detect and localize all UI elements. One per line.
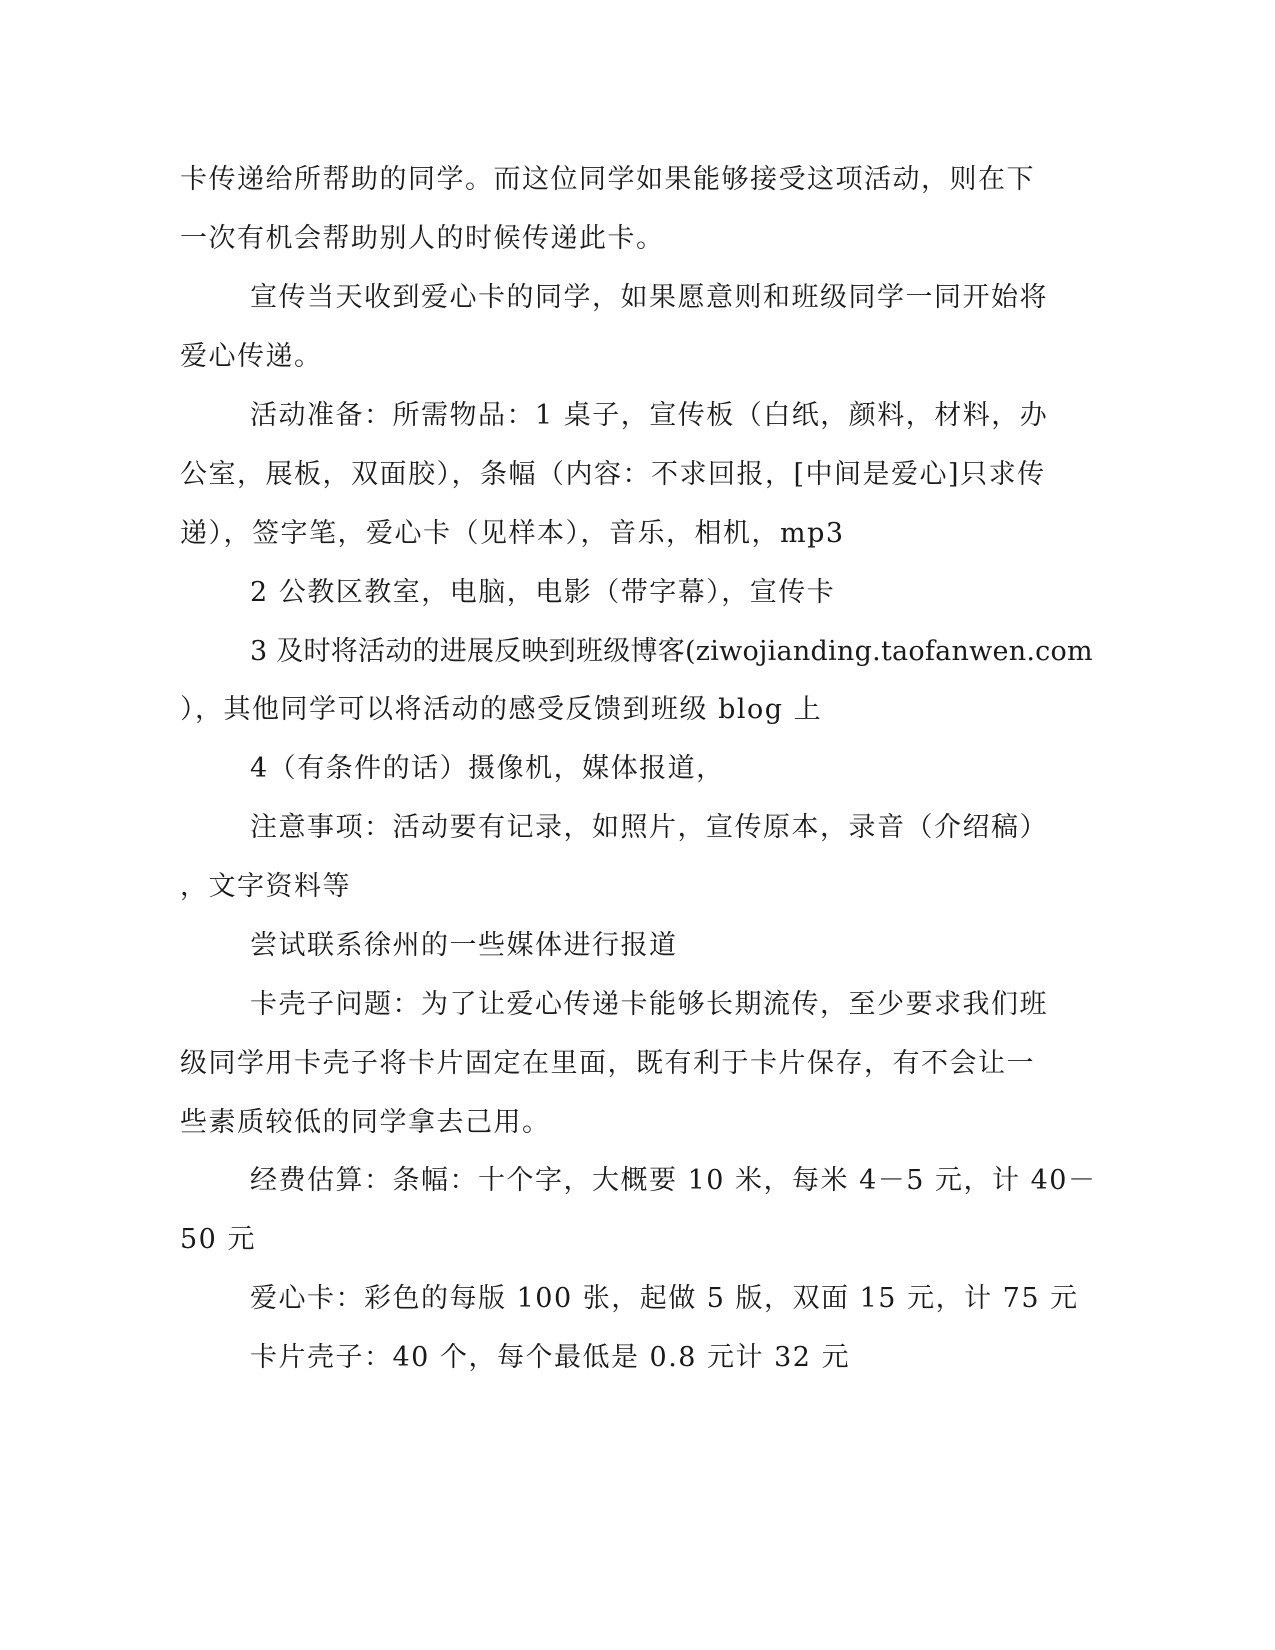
text-line-16: 级同学用卡壳子将卡片固定在里面，既有利于卡片保存，有不会让一: [180, 1048, 1035, 1079]
text-line-4: 爱心传递。: [180, 341, 323, 372]
text-line-11: 4（有条件的话）摄像机，媒体报道，: [250, 753, 725, 784]
text-line-3: 宣传当天收到爱心卡的同学，如果愿意则和班级同学一同开始将: [250, 282, 1048, 313]
text-line-19: 50 元: [180, 1224, 256, 1255]
text-line-12: 注意事项：活动要有记录，如照片，宣传原本，录音（介绍稿）: [250, 812, 1048, 843]
text-line-21: 卡片壳子：40 个，每个最低是 0.8 元计 32 元: [250, 1342, 851, 1373]
text-line-20: 爱心卡：彩色的每版 100 张，起做 5 版，双面 15 元，计 75 元: [250, 1283, 1079, 1314]
text-line-1: 卡传递给所帮助的同学。而这位同学如果能够接受这项活动，则在下: [180, 164, 1035, 195]
text-line-18: 经费估算：条幅：十个字，大概要 10 米，每米 4－5 元，计 40－: [250, 1165, 1097, 1196]
text-line-14: 尝试联系徐州的一些媒体进行报道: [250, 930, 678, 961]
text-line-9: 3 及时将活动的进展反映到班级博客(ziwojianding.taofanwen.com: [250, 636, 1093, 667]
text-line-17: 些素质较低的同学拿去己用。: [180, 1107, 551, 1138]
text-line-15: 卡壳子问题：为了让爱心传递卡能够长期流传，至少要求我们班: [250, 989, 1048, 1020]
text-line-10: ），其他同学可以将活动的感受反馈到班级 blog 上: [180, 694, 823, 725]
text-line-2: 一次有机会帮助别人的时候传递此卡。: [180, 223, 665, 254]
text-line-5: 活动准备：所需物品：1 桌子，宣传板（白纸，颜料，材料，办: [250, 400, 1049, 431]
text-line-13: ，文字资料等: [180, 871, 351, 902]
text-line-7: 递），签字笔，爱心卡（见样本），音乐，相机，mp3: [180, 518, 845, 549]
text-line-6: 公室，展板，双面胶），条幅（内容：不求回报，[中间是爱心]只求传: [180, 459, 1046, 490]
text-line-8: 2 公教区教室，电脑，电影（带字幕），宣传卡: [250, 577, 836, 608]
